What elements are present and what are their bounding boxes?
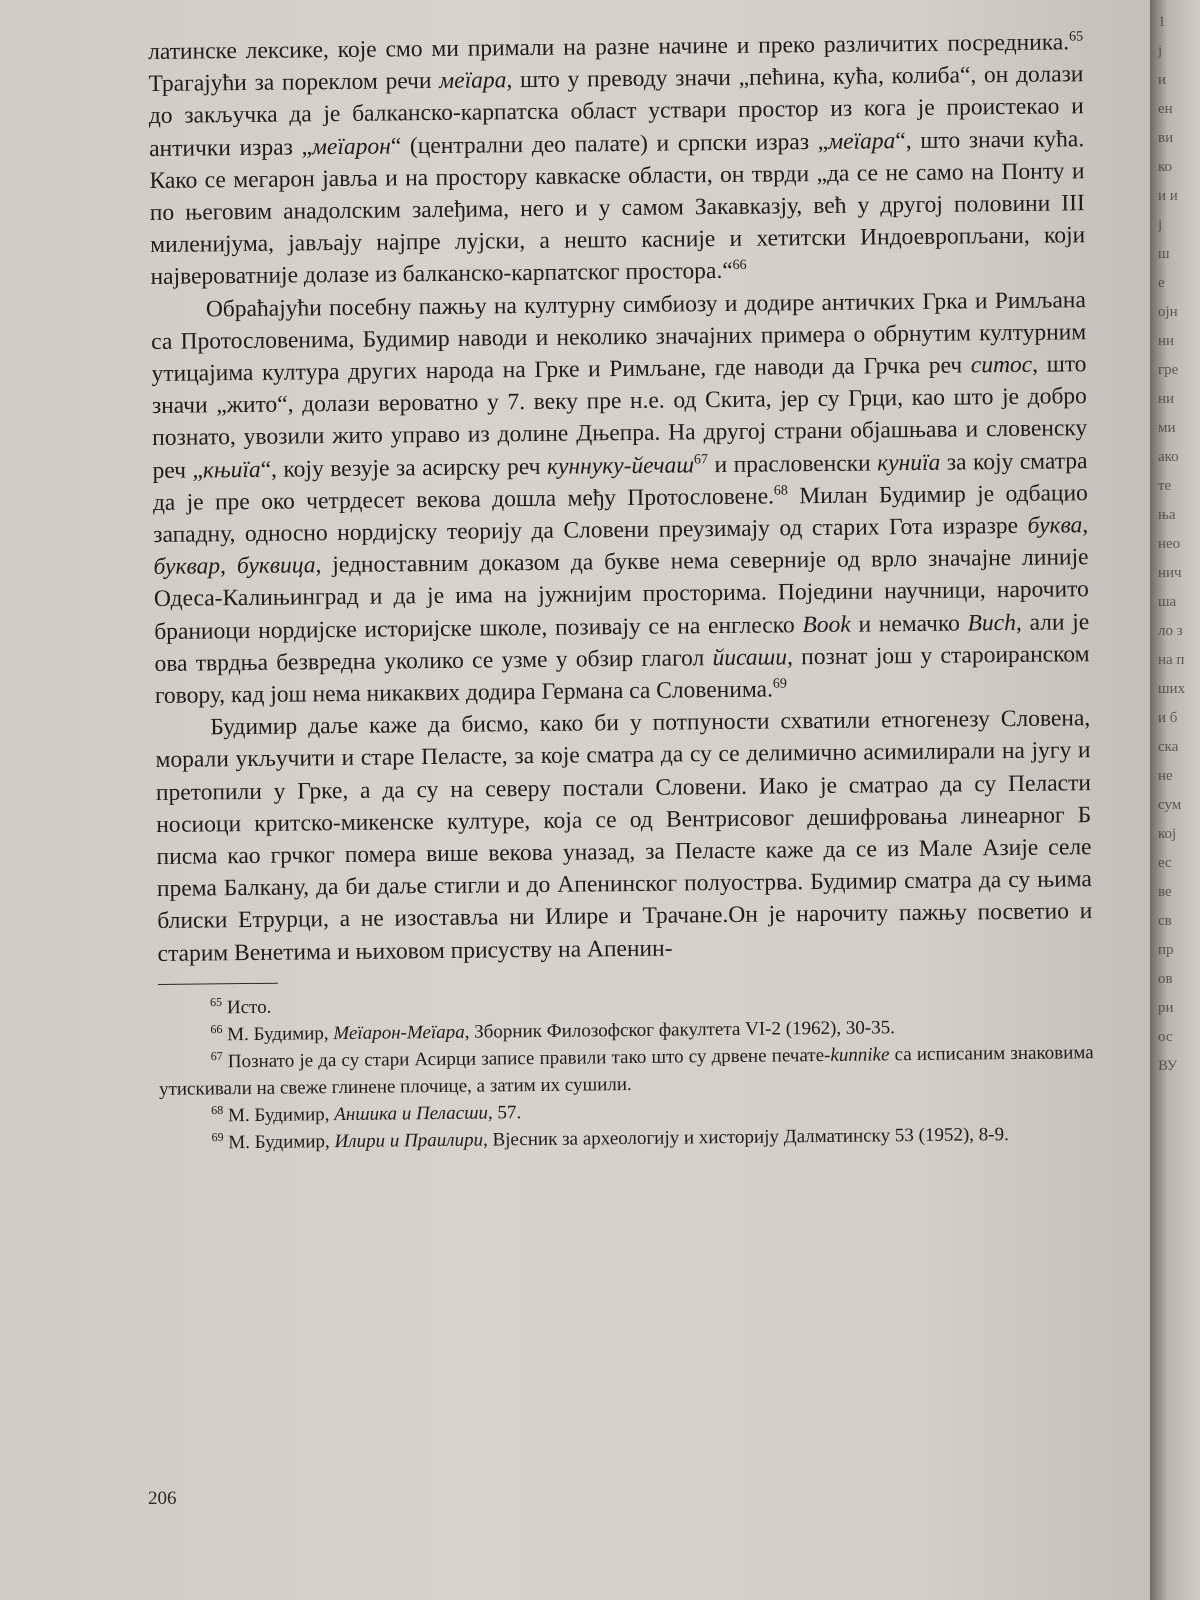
facing-page-fragment: 1 (1158, 14, 1166, 30)
footnote-separator (158, 983, 278, 985)
text-run: Милан Будимир је одбацио западну, односно нордијску теорију да Словени преузимају од старих Гота изразре (153, 480, 1088, 549)
footnote-text: Исто. (222, 996, 272, 1019)
footnote-number: 68 (211, 1102, 224, 1117)
facing-page-fragment: нич (1158, 565, 1182, 581)
facing-page-fragment: ска (1158, 739, 1179, 755)
footnote-number: 66 (210, 1021, 223, 1036)
footnote-text: , Зборник Филозофског факултета VI-2 (1962), 30-35. (464, 1017, 896, 1043)
footnote-ref: 65 (1068, 29, 1084, 45)
footnote-ref: 68 (773, 483, 788, 499)
italic-term: ситос (970, 351, 1033, 379)
paragraph-2 (151, 284, 1090, 712)
italic-term: меїарон (311, 133, 391, 160)
facing-page-fragment: ша (1158, 594, 1177, 610)
facing-page-fragment: ло з (1158, 623, 1183, 639)
text-run: , познат још у староиранском говору, кад још нема никаквих додира Германа са Словенима. (154, 641, 1090, 710)
text-block (148, 26, 1095, 1157)
footnote-text: М. Будимир, (223, 1104, 335, 1127)
text-run: за коју сматра да је пре око четрдесет векова дошла међу Протословене. (152, 447, 1088, 516)
text-run: , (1082, 512, 1089, 539)
footnote-text: , 57. (487, 1102, 522, 1124)
facing-page-fragment: ј (1158, 217, 1163, 233)
text-run: “, што значи кућа. Како се мегарон јавља и на простору кавкаске области, он тврди „да се не само на Понту и по његовим анадолским залеђима, него и у самом Закавказју, већ у другој половини III миленијума, јављају најпре лујски, а нешто касније и хетитски Индоевропљани, који највероватније долазе из балканско-карпатског простора.“ (149, 125, 1086, 291)
facing-page-edge (1150, 0, 1200, 1600)
text-run: латинске лексике, које смо ми примали на разне начине и преко различитих посредника. (148, 29, 1070, 65)
italic-term: куннуку-йечаш (546, 451, 695, 480)
text-run: Обраћајући посебну пажњу на културну симбиозу и додире античких Грка и Римљана са Протословенима, Будимир наводи и неколико значајних примера о обрнутим културним утицајима култура других народа на Грке и Римљане, где наводи да Грчка реч (151, 286, 1087, 388)
footnote-title: Илири и Праилири (334, 1129, 484, 1152)
facing-page-fragment: ња (1158, 507, 1176, 523)
facing-page-fragment: и б (1158, 710, 1178, 726)
facing-page-fragment: ен (1158, 101, 1173, 117)
footnote-ref: 69 (772, 676, 787, 692)
facing-page-fragment: ми (1158, 420, 1176, 436)
footnote-text: М. Будимир, (223, 1130, 335, 1154)
facing-page-fragment: св (1158, 913, 1172, 929)
footnote-ref: 67 (693, 451, 709, 468)
paragraph-1 (148, 26, 1086, 293)
facing-page-fragment: ј (1158, 43, 1163, 59)
facing-page-fragment: ес (1158, 855, 1172, 871)
facing-page-fragment: сум (1158, 797, 1182, 813)
footnote-term: kunnike (830, 1044, 890, 1066)
italic-term: буква (1027, 512, 1083, 539)
italic-term: књиїа (202, 456, 261, 484)
facing-page-fragment: ви (1158, 130, 1174, 146)
text-run: , што значи „жито“, долази вероватно у 7. веку пре н.е. од Скита, јер су Грци, као што је добро познато, увозили жито управо из долине Дњепра. На другој страни објашњава и словенску реч „ (151, 351, 1088, 484)
italic-term: Buch (967, 609, 1017, 637)
facing-page-fragment: ри (1158, 1000, 1174, 1016)
footnote-number: 67 (210, 1048, 223, 1063)
text-run: и прасловенски (707, 450, 878, 478)
footnote-number: 69 (211, 1129, 224, 1144)
facing-page-fragment: те (1158, 478, 1172, 494)
italic-term: куниїа (877, 449, 941, 477)
text-run: , (219, 553, 238, 580)
footnote-text: са исписаним знаковима утискивали на свеже глинене плочице, а затим их сушили. (158, 1042, 1094, 1100)
footnote-67 (159, 1039, 1095, 1103)
italic-term: Book (802, 611, 851, 638)
italic-term: меїара (439, 67, 507, 95)
facing-page-fragment: ших (1158, 681, 1186, 697)
text-run: Трагајући за пореклом речи (148, 68, 440, 98)
facing-page-fragment: не (1158, 768, 1173, 784)
text-run: Будимир даље каже да бисмо, како би у потпуности схватили етногенезу Словена, морали укључити и старе Пеласте, за које сматра да су се делимично асимилирали на југу и претопили у Грке, а да су на северу постали Словени. Иако је сматрао да су Пеласти носиоци критско-микенске културе, која се од Вентрисовог дешифровања линеарног Б писма као грчког помера више векова уназад, за Пеласте каже да се из Мале Азије селе према Балкану, да би даље стигли и до Апенинског полуострва. Будимир сматра да су њима блиски Етрурци, а не изоставља ни Илире и Трачане.Он је нарочиту пажњу посветио и старим Венетима и њиховом присуству на Апенин- (155, 705, 1093, 967)
facing-page-fragment: нео (1158, 536, 1181, 552)
facing-page-fragment: гре (1158, 362, 1179, 378)
facing-page-fragment: ВУ (1158, 1058, 1178, 1074)
italic-term: буквица (236, 552, 316, 580)
facing-page-fragment: ко (1158, 159, 1173, 175)
paragraph-3 (155, 702, 1093, 969)
footnote-title: Меїарон-Меїара (333, 1021, 465, 1045)
page-number: 206 (148, 1488, 177, 1509)
facing-page-fragment: ојн (1158, 304, 1178, 320)
facing-page-fragment: ш (1158, 246, 1170, 262)
text-run: , али је ова тврдња безвредна уколико се узме у обзир глагол (154, 608, 1090, 677)
facing-page-fragment: ос (1158, 1029, 1173, 1045)
italic-term: буквар (153, 553, 221, 581)
text-run: “ (централни део палате) и српски израз „ (390, 128, 829, 160)
footnote-text: Познато је да су стари Асирци записе правили тако што су дрвене печате- (222, 1044, 831, 1073)
text-run: и немачко (850, 610, 968, 638)
facing-page-fragments (1158, 8, 1198, 1081)
text-run: , једноставним доказом да букве нема северније од врло значајне линије Одеса-Калињинград и да је има на јужнијим просторима. Поједини научници, нарочито браниоци нордијске историјске школе, позивају се на енглеско (153, 544, 1089, 645)
facing-page-fragment: пр (1158, 942, 1174, 958)
facing-page-fragment: ве (1158, 884, 1172, 900)
facing-page-fragment: ов (1158, 971, 1173, 987)
facing-page-fragment: ни (1158, 391, 1175, 407)
footnote-title: Аншика и Пеласши (334, 1102, 489, 1125)
facing-page-fragment: на п (1158, 652, 1185, 668)
text-run: “, коју везује за асирску реч (260, 453, 548, 483)
italic-term: йисаши (712, 644, 788, 671)
footnote-ref: 66 (732, 258, 747, 274)
footnote-number: 65 (210, 994, 223, 1009)
footnote-text: М. Будимир, (222, 1023, 334, 1046)
facing-page-fragment: ни (1158, 333, 1175, 349)
facing-page-fragment: ако (1158, 449, 1179, 465)
footnote-text: , Вјесник за археологију и хисторију Далматинску 53 (1952), 8-9. (482, 1123, 1009, 1151)
facing-page-fragment: и (1158, 72, 1167, 88)
text-run: , што у преводу значи „пећина, кућа, колиба“, он долази до закључка да је балканско-карпатска област уствари простор из кога је проистекао и антички израз „ (148, 61, 1084, 162)
italic-term: меїара (828, 127, 896, 155)
facing-page-fragment: и и (1158, 188, 1178, 204)
facing-page-fragment: кој (1158, 826, 1177, 842)
facing-page-fragment: е (1158, 275, 1165, 291)
